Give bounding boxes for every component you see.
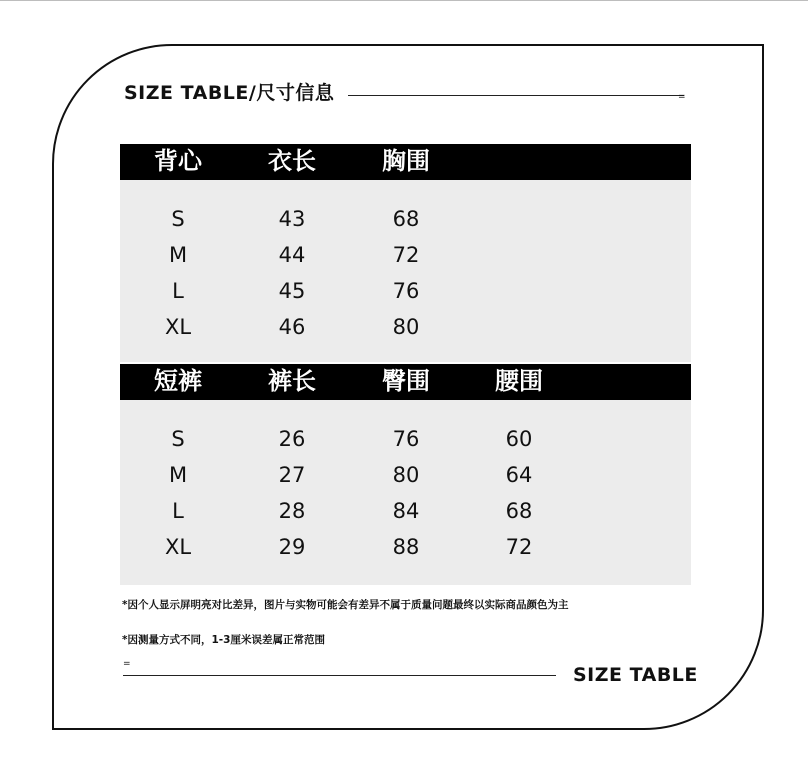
page-title: SIZE TABLE/尺寸信息 — [124, 82, 335, 104]
title-mark: = — [678, 92, 686, 102]
shorts-header-waist: 腰围 — [495, 366, 543, 395]
top-divider — [0, 0, 808, 1]
shorts-waist: 64 — [505, 463, 533, 487]
footer-title: SIZE TABLE — [573, 664, 698, 686]
shorts-size: S — [171, 427, 185, 451]
measurement-tolerance-note: *因测量方式不同，1-3厘米误差属正常范围 — [122, 634, 325, 646]
shorts-header-name: 短裤 — [154, 366, 202, 395]
vest-header-name: 背心 — [154, 146, 202, 175]
shorts-length: 27 — [278, 463, 306, 487]
vest-chest: 76 — [392, 279, 420, 303]
title-underline — [348, 95, 684, 96]
shorts-size: XL — [164, 535, 192, 559]
shorts-size-table — [120, 364, 691, 585]
vest-length: 44 — [278, 243, 306, 267]
vest-chest: 68 — [392, 207, 420, 231]
vest-table-header — [120, 144, 691, 180]
shorts-header-hip: 臀围 — [382, 366, 430, 395]
shorts-hip: 80 — [392, 463, 420, 487]
shorts-table-header — [120, 364, 691, 400]
shorts-waist: 68 — [505, 499, 533, 523]
shorts-hip: 88 — [392, 535, 420, 559]
vest-length: 45 — [278, 279, 306, 303]
shorts-hip: 84 — [392, 499, 420, 523]
shorts-size: M — [168, 463, 188, 487]
shorts-length: 26 — [278, 427, 306, 451]
vest-size-table — [120, 144, 691, 362]
shorts-size: L — [172, 499, 184, 523]
shorts-length: 28 — [278, 499, 306, 523]
shorts-waist: 72 — [505, 535, 533, 559]
shorts-waist: 60 — [505, 427, 533, 451]
shorts-header-length: 裤长 — [268, 366, 316, 395]
vest-length: 46 — [278, 315, 306, 339]
vest-length: 43 — [278, 207, 306, 231]
shorts-length: 29 — [278, 535, 306, 559]
footer-rule — [123, 675, 556, 676]
shorts-hip: 76 — [392, 427, 420, 451]
vest-size: L — [172, 279, 184, 303]
vest-header-length: 衣长 — [268, 146, 316, 175]
vest-size: M — [168, 243, 188, 267]
vest-size: XL — [164, 315, 192, 339]
vest-chest: 72 — [392, 243, 420, 267]
vest-size: S — [171, 207, 185, 231]
color-disclaimer-note: *因个人显示屏明亮对比差异，图片与实物可能会有差异不属于质量问题最终以实际商品颜色为主 — [122, 599, 569, 611]
vest-header-chest: 胸围 — [382, 146, 430, 175]
footer-mark: = — [123, 659, 131, 669]
vest-chest: 80 — [392, 315, 420, 339]
